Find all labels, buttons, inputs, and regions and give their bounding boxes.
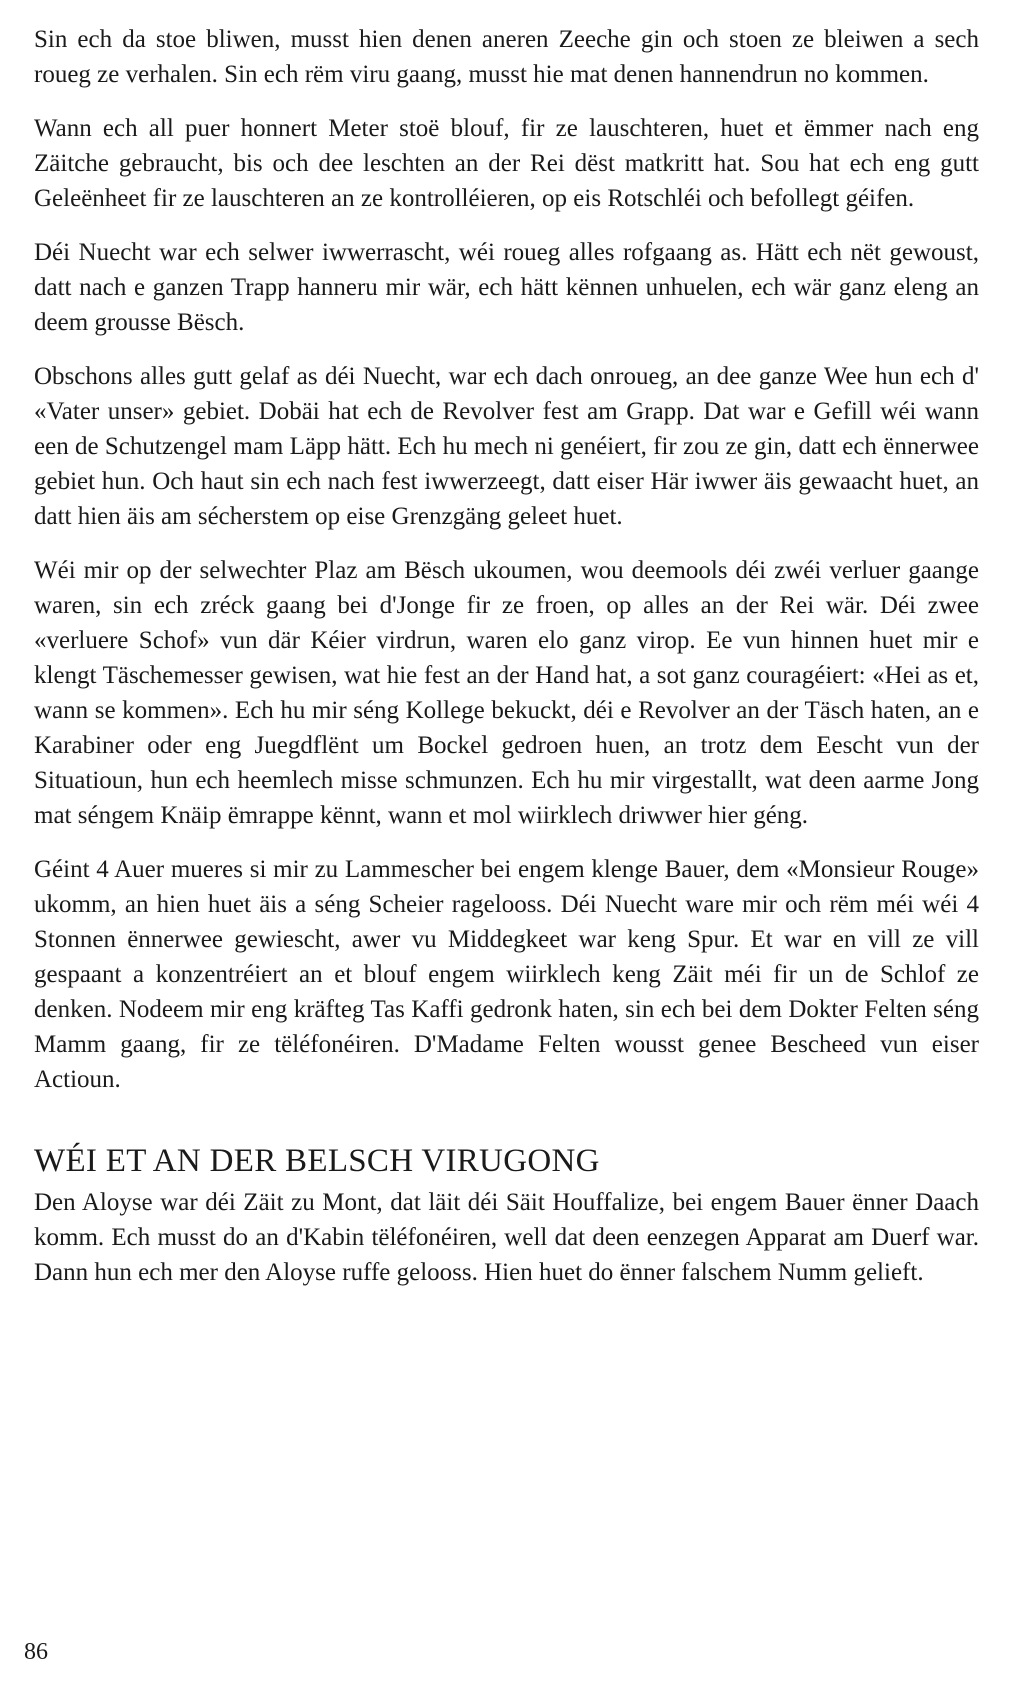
page-number: 86 (24, 1639, 48, 1665)
paragraph-4: Obschons alles gutt gelaf as déi Nuecht, war ech dach onroueg, an dee ganze Wee hun ech d' «Vater unser» gebiet. Dobäi hat ech de Revolver fest am Grapp. Dat war e Gefill wéi wann een de Schutzengel mam Läpp hätt. Ech hu mech ni genéiert, fir zou ze gin, datt ech ënnerwee gebiet hun. Och haut sin ech nach fest iwwerzeegt, datt eiser Här iwwer äis gewaacht huet, an datt hien äis am sécherstem op eise Grenzgäng geleet huet. (34, 363, 979, 530)
book-page (34, 22, 979, 1309)
paragraph-3: Déi Nuecht war ech selwer iwwerrascht, wéi roueg alles rofgaang as. Hätt ech nët gewoust, datt nach e ganzen Trapp hanneru mir wär, ech hätt kënnen unhuelen, ech wär ganz eleng an deem grousse Bësch. (34, 239, 979, 336)
paragraph-7: Den Aloyse war déi Zäit zu Mont, dat läit déi Säit Houffalize, bei engem Bauer ënner Daach komm. Ech musst do an d'Kabin tëléfonéiren, well dat deen eenzegen Apparat am Duerf war. Dann hun ech mer den Aloyse ruffe gelooss. Hien huet do ënner falschem Numm gelieft. (34, 1189, 979, 1286)
paragraph-5: Wéi mir op der selwechter Plaz am Bësch ukoumen, wou deemools déi zwéi verluer gaange waren, sin ech zréck gaang bei d'Jonge fir ze froen, op alles an der Rei wär. Déi zwee «verluere Schof» vun där Kéier virdrun, waren elo ganz virop. Ee vun hinnen huet mir e klengt Täschemesser gewisen, wat hie fest an der Hand hat, a sot ganz couragéiert: «Hei as et, wann se kommen». Ech hu mir séng Kollege bekuckt, déi e Revolver an der Täsch haten, an e Karabiner oder eng Juegdflënt um Bockel gedroen huen, an trotz dem Eescht vun der Situatioun, hun ech heemlech misse schmunzen. Ech hu mir virgestallt, wat deen aarme Jong mat séngem Knäip ëmrappe kënnt, wann et mol wiirklech driwwer hier géng. (34, 557, 979, 829)
paragraph-6: Géint 4 Auer mueres si mir zu Lammescher bei engem klenge Bauer, dem «Monsieur Rouge» ukomm, an hien huet äis a séng Scheier ragelooss. Déi Nuecht ware mir och rëm méi wéi 4 Stonnen ënnerwee gewiescht, awer vu Middegkeet war keng Spur. Et war en vill ze vill gespaant a konzentréiert an et blouf engem wiirklech keng Zäit méi fir un de Schlof ze denken. Nodeem mir eng kräfteg Tas Kaffi gedronk haten, sin ech bei dem Dokter Felten séng Mamm gaang, fir ze tëléfonéiren. D'Madame Felten wousst genee Bescheed vun eiser Actioun. (34, 856, 979, 1093)
section-heading: WÉI ET AN DER BELSCH VIRUGONG (34, 1143, 600, 1179)
paragraph-1: Sin ech da stoe bliwen, musst hien denen aneren Zeeche gin och stoen ze bleiwen a sech roueg ze verhalen. Sin ech rëm viru gaang, musst hie mat denen hannendrun no kommen. (34, 26, 979, 88)
paragraph-2: Wann ech all puer honnert Meter stoë blouf, fir ze lauschteren, huet et ëmmer nach eng Zäitche gebraucht, bis och dee leschten an der Rei dëst matkritt hat. Sou hat ech eng gutt Geleënheet fir ze lauschteren an ze kontrolléieren, op eis Rotschléi och befollegt géifen. (34, 115, 979, 212)
